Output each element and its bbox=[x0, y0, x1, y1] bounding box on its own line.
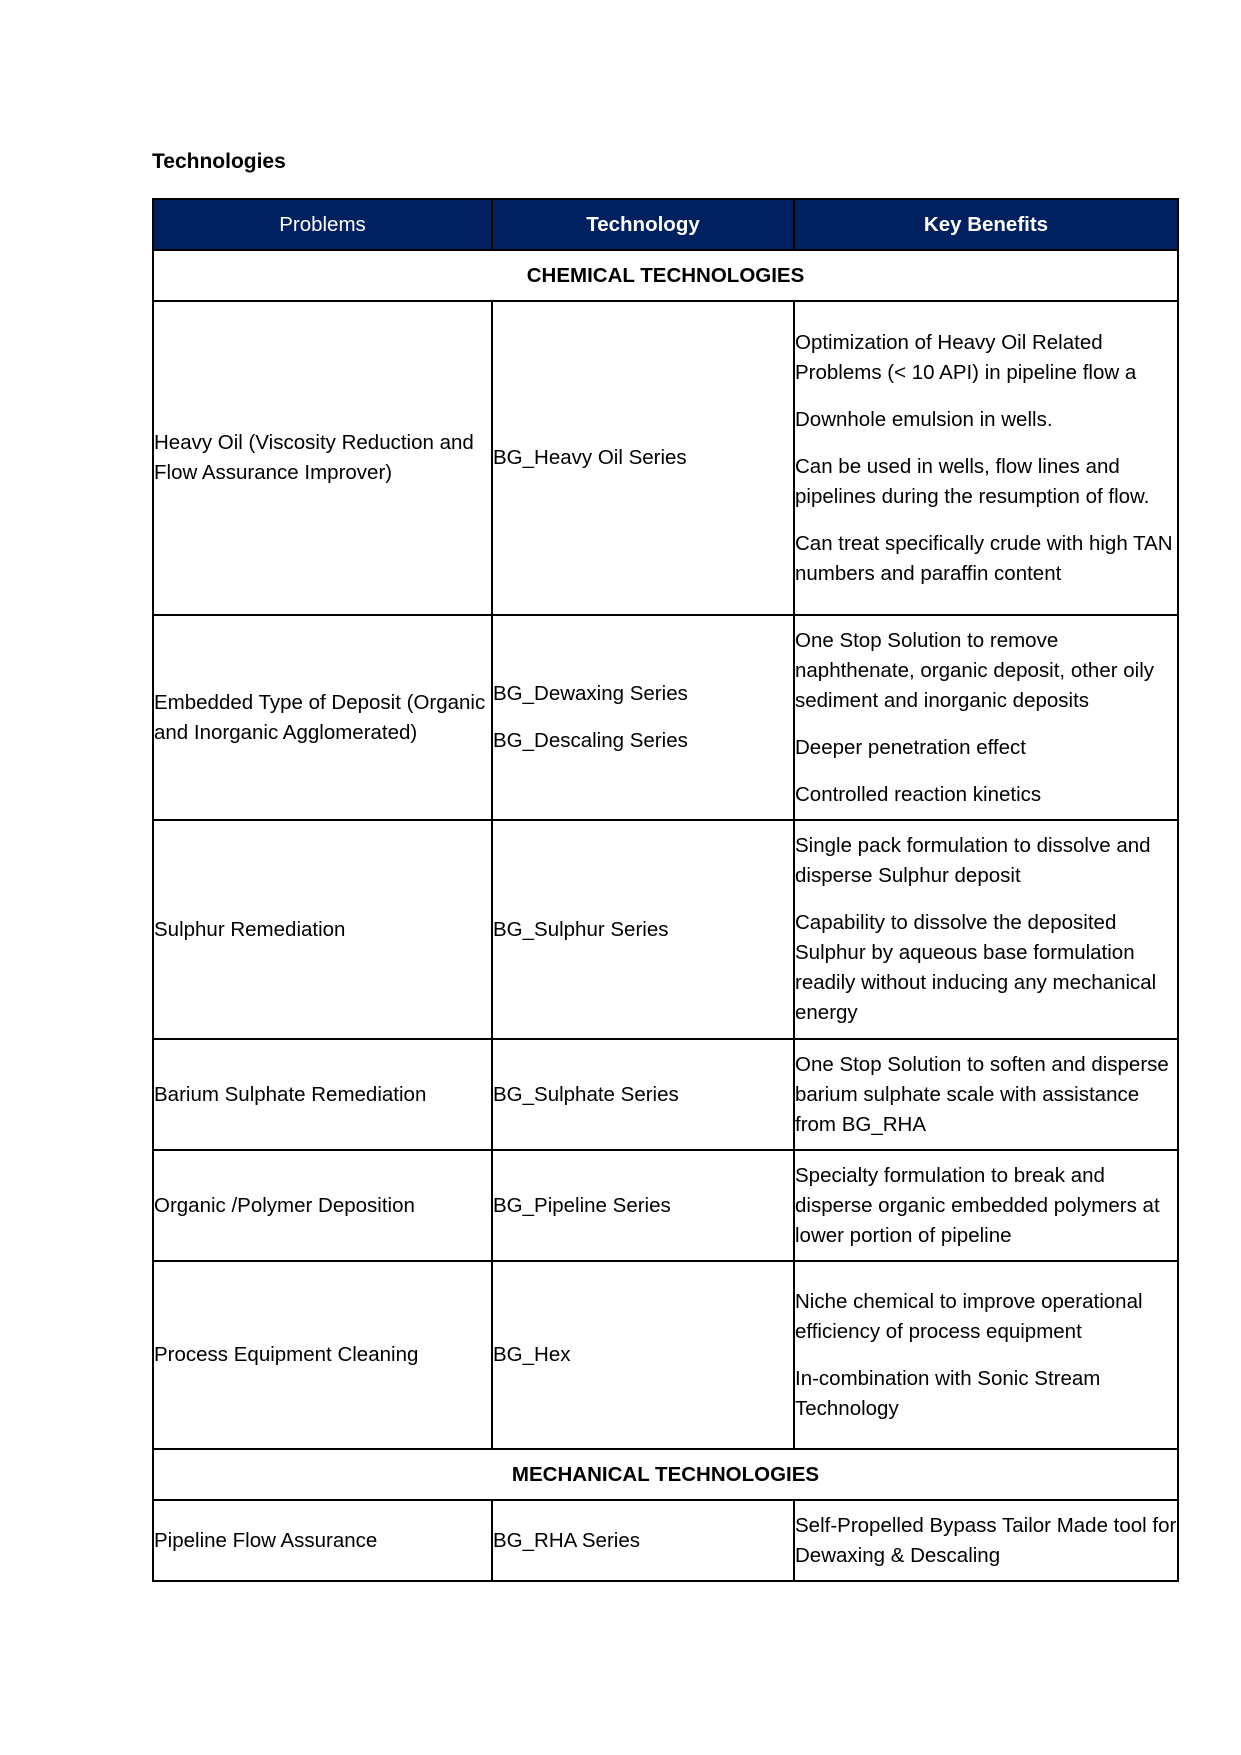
technology-name: BG_Pipeline Series bbox=[493, 1193, 671, 1217]
technology-cell bbox=[492, 1150, 794, 1261]
benefit-item: Single pack formulation to dissolve and disperse Sulphur deposit bbox=[795, 834, 1151, 887]
benefits-cell bbox=[794, 820, 1178, 1039]
table-row bbox=[153, 1039, 1178, 1150]
benefit-item: Optimization of Heavy Oil Related Problems (< 10 API) in pipeline flow a bbox=[795, 330, 1137, 384]
benefit-item: Specialty formulation to break and disperse organic embedded polymers at lower portion of pipeline bbox=[795, 1163, 1160, 1247]
page-title: Technologies bbox=[152, 150, 286, 173]
problem-cell: Heavy Oil (Viscosity Reduction and Flow Assurance Improver) bbox=[153, 301, 492, 615]
problem-cell: Organic /Polymer Deposition bbox=[153, 1150, 492, 1261]
table-header-row bbox=[153, 199, 1178, 250]
benefits-cell bbox=[794, 615, 1178, 820]
benefit-item: Can be used in wells, flow lines and pipelines during the resumption of flow. bbox=[795, 454, 1150, 508]
technology-cell bbox=[492, 820, 794, 1039]
technology-name: BG_Dewaxing Series bbox=[493, 682, 688, 705]
technology-cell bbox=[492, 1261, 794, 1449]
benefit-item: Self-Propelled Bypass Tailor Made tool for Dewaxing & Descaling bbox=[795, 1513, 1177, 1567]
column-header-key-benefits: Key Benefits bbox=[794, 199, 1178, 250]
technology-name: BG_RHA Series bbox=[493, 1528, 640, 1552]
technology-cell bbox=[492, 1500, 794, 1581]
section-row-mechanical bbox=[153, 1449, 1178, 1500]
technology-cell bbox=[492, 301, 794, 615]
benefits-cell bbox=[794, 1150, 1178, 1261]
section-title: MECHANICAL TECHNOLOGIES bbox=[153, 1449, 1178, 1500]
technology-name: BG_Heavy Oil Series bbox=[493, 446, 687, 469]
table-row bbox=[153, 301, 1178, 615]
table-row bbox=[153, 1261, 1178, 1449]
technology-name: BG_Sulphur Series bbox=[493, 917, 669, 941]
problem-cell: Embedded Type of Deposit (Organic and Inorganic Agglomerated) bbox=[153, 615, 492, 820]
table-row bbox=[153, 820, 1178, 1039]
benefit-item: Downhole emulsion in wells. bbox=[795, 407, 1053, 431]
technologies-table bbox=[152, 198, 1179, 1582]
technology-cell bbox=[492, 1039, 794, 1150]
problem-cell: Sulphur Remediation bbox=[153, 820, 492, 1039]
benefits-cell bbox=[794, 1500, 1178, 1581]
benefits-cell bbox=[794, 301, 1178, 615]
benefits-cell bbox=[794, 1261, 1178, 1449]
technology-name: BG_Sulphate Series bbox=[493, 1082, 679, 1106]
technology-cell bbox=[492, 615, 794, 820]
benefit-item: Niche chemical to improve operational efficiency of process equipment bbox=[795, 1289, 1143, 1343]
table-row bbox=[153, 1150, 1178, 1261]
benefit-item: Deeper penetration effect bbox=[795, 735, 1026, 759]
benefit-item: Can treat specifically crude with high TAN numbers and paraffin content bbox=[795, 531, 1173, 585]
problem-cell: Barium Sulphate Remediation bbox=[153, 1039, 492, 1150]
technology-name: BG_Descaling Series bbox=[493, 729, 688, 752]
benefits-cell bbox=[794, 1039, 1178, 1150]
benefit-item: In-combination with Sonic Stream Technology bbox=[795, 1366, 1101, 1420]
section-title: CHEMICAL TECHNOLOGIES bbox=[153, 250, 1178, 301]
benefit-item: Controlled reaction kinetics bbox=[795, 782, 1042, 806]
column-header-technology: Technology bbox=[492, 199, 794, 250]
benefit-item: One Stop Solution to remove naphthenate, organic deposit, other oily sediment and inorganic deposits bbox=[795, 628, 1155, 712]
benefit-item: Capability to dissolve the deposited Sulphur by aqueous base formulation readily without inducing any mechanical energy bbox=[795, 911, 1157, 1024]
problem-cell: Process Equipment Cleaning bbox=[153, 1261, 492, 1449]
column-header-problems: Problems bbox=[153, 199, 492, 250]
section-row-chemical bbox=[153, 250, 1178, 301]
technology-name: BG_Hex bbox=[493, 1343, 571, 1366]
table-row bbox=[153, 1500, 1178, 1581]
table-row bbox=[153, 615, 1178, 820]
problem-cell: Pipeline Flow Assurance bbox=[153, 1500, 492, 1581]
benefit-item: One Stop Solution to soften and disperse barium sulphate scale with assistance from BG_RHA bbox=[795, 1052, 1169, 1136]
